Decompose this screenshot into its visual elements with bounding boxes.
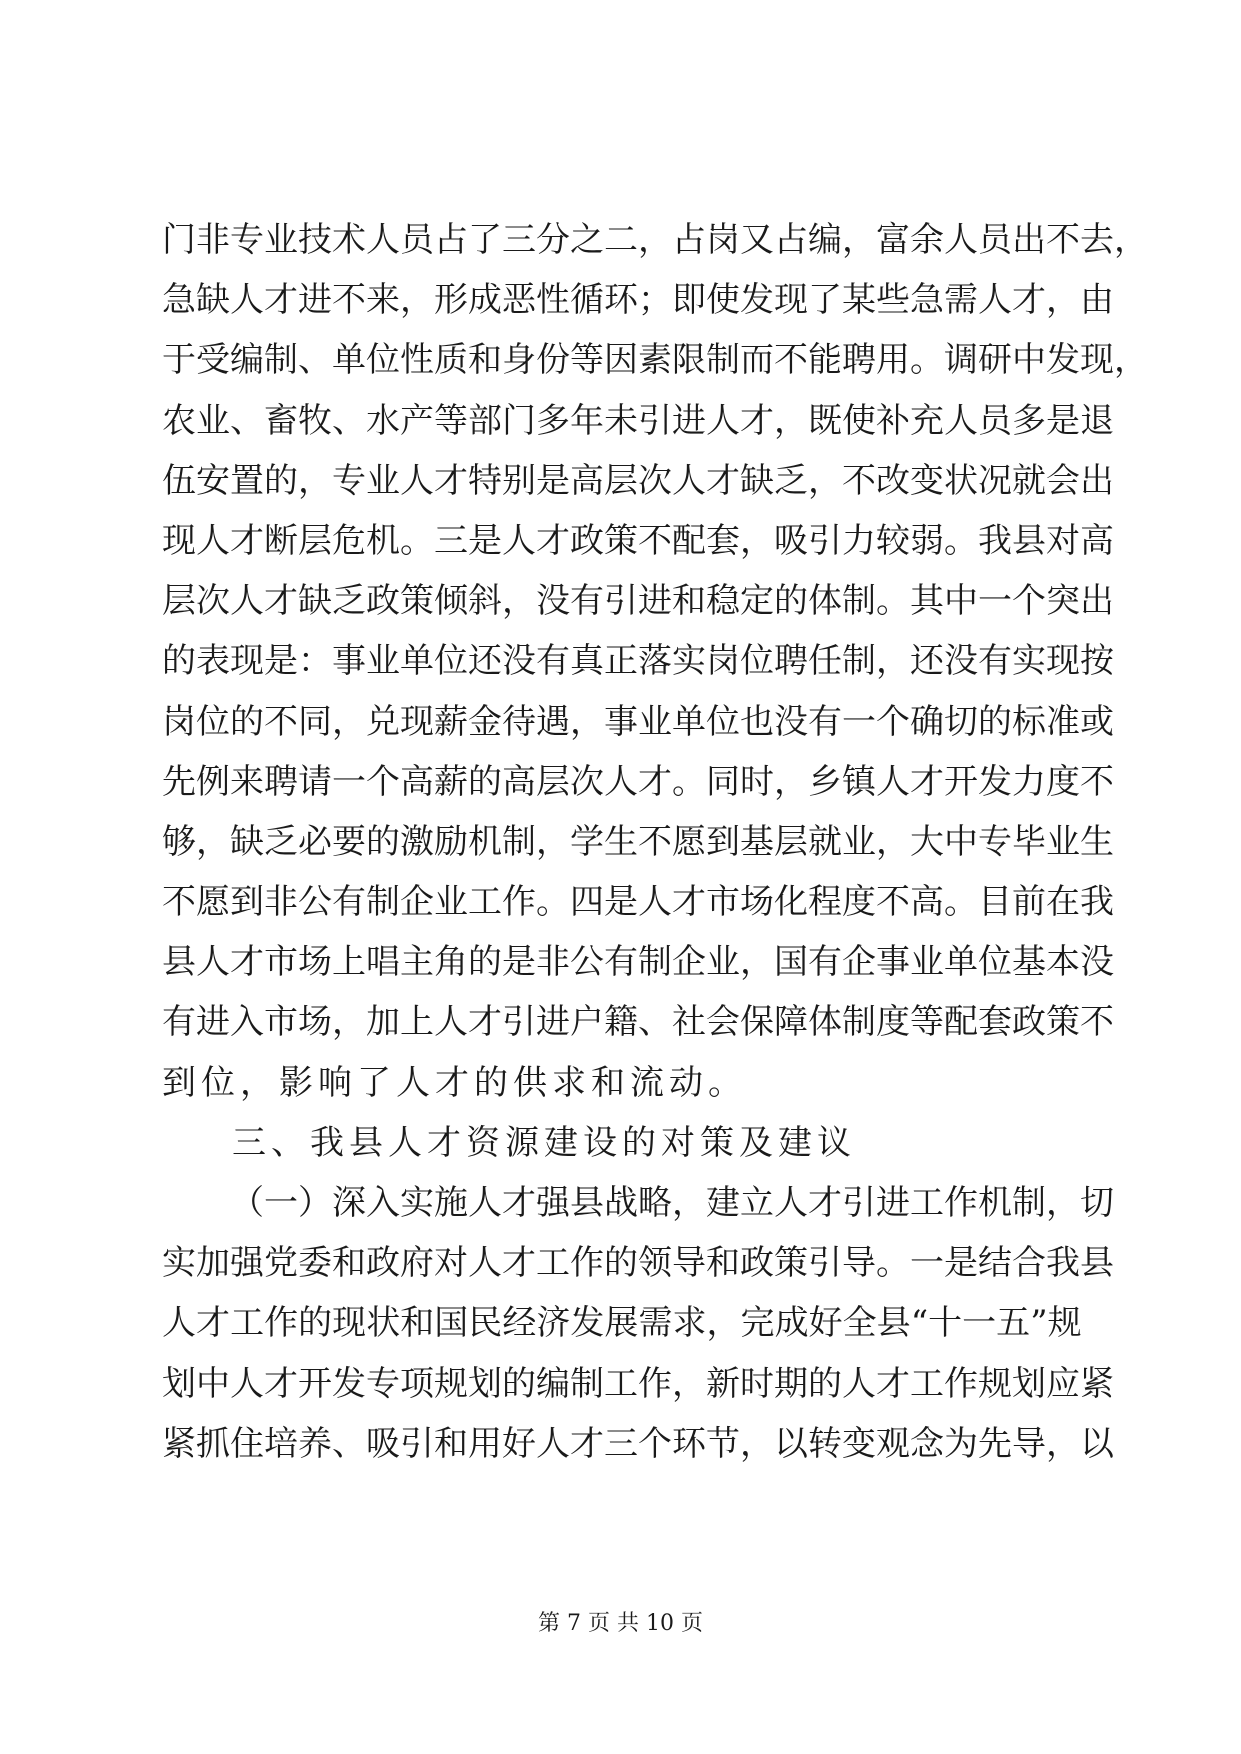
- section-heading: 三、我县人才资源建设的对策及建议: [232, 1122, 856, 1163]
- text-line: （ 一 ） 深 入 实 施 人 才 强 县 战 略 ， 建 立 人 才 引 进 工 作 机 制 ， 切: [230, 1183, 1114, 1223]
- text-line: 县 人 才 市 场 上 唱 主 角 的 是 非 公 有 制 企 业 ， 国 有 企 事 业 单 位 基 本 没: [162, 942, 1114, 983]
- paragraph-2: [162, 1173, 1114, 1474]
- text-line: 急 缺 人 才 进 不 来 ， 形 成 恶 性 循 环 ； 即 使 发 现 了 某 些 急 需 人 才 ， 由: [162, 280, 1114, 321]
- text-line: 门 非 专 业 技 术 人 员 占 了 三 分 之 二 ， 占 岗 又 占 编 ， 富 余 人 员 出 不 去 ，: [162, 220, 1148, 260]
- text-line: 岗 位 的 不 同 ， 兑 现 薪 金 待 遇 ， 事 业 单 位 也 没 有 一 个 确 切 的 标 准 或: [162, 701, 1114, 742]
- text-line: 现 人 才 断 层 危 机 。 三 是 人 才 政 策 不 配 套 ， 吸 引 力 较 弱 。 我 县 对 高: [162, 520, 1114, 561]
- text-line: 农 业 、 畜 牧 、 水 产 等 部 门 多 年 未 引 进 人 才 ， 既 使 补 充 人 员 多 是 退: [162, 400, 1114, 441]
- paragraph-1: [162, 210, 1148, 1113]
- text-line: 划 中 人 才 开 发 专 项 规 划 的 编 制 工 作 ， 新 时 期 的 人 才 工 作 规 划 应 紧: [162, 1363, 1114, 1404]
- text-line: 不 愿 到 非 公 有 制 企 业 工 作 。 四 是 人 才 市 场 化 程 度 不 高 。 目 前 在 我: [162, 882, 1114, 923]
- page-footer: 第 7 页 共 10 页: [538, 1611, 703, 1636]
- text-line: 人 才 工 作 的 现 状 和 国 民 经 济 发 展 需 求 ， 完 成 好 全 县 “ 十 一 五 ” 规: [162, 1303, 1082, 1344]
- text-line: 伍 安 置 的 ， 专 业 人 才 特 别 是 高 层 次 人 才 缺 乏 ， 不 改 变 状 况 就 会 出: [162, 460, 1114, 501]
- text-line: 实 加 强 党 委 和 政 府 对 人 才 工 作 的 领 导 和 政 策 引 导 。 一 是 结 合 我 县: [162, 1243, 1114, 1284]
- text-line: 先 例 来 聘 请 一 个 高 薪 的 高 层 次 人 才 。 同 时 ， 乡 镇 人 才 开 发 力 度 不: [162, 761, 1114, 802]
- text-line: 紧 抓 住 培 养 、 吸 引 和 用 好 人 才 三 个 环 节 ， 以 转 变 观 念 为 先 导 ， 以: [162, 1423, 1114, 1464]
- text-line: 的 表 现 是 ： 事 业 单 位 还 没 有 真 正 落 实 岗 位 聘 任 制 ， 还 没 有 实 现 按: [162, 641, 1114, 682]
- text-line: 够 ， 缺 乏 必 要 的 激 励 机 制 ， 学 生 不 愿 到 基 层 就 业 ， 大 中 专 毕 业 生: [162, 821, 1114, 862]
- text-line: 层 次 人 才 缺 乏 政 策 倾 斜 ， 没 有 引 进 和 稳 定 的 体 制 。 其 中 一 个 突 出: [162, 581, 1114, 622]
- text-line: 有 进 入 市 场 ， 加 上 人 才 引 进 户 籍 、 社 会 保 障 体 制 度 等 配 套 政 策 不: [162, 1002, 1114, 1043]
- document-body: [162, 210, 1148, 1474]
- text-line: 到位，影响了人才的供求和流动。: [162, 1062, 747, 1103]
- text-line: 于 受 编 制 、 单 位 性 质 和 身 份 等 因 素 限 制 而 不 能 聘 用 。 调 研 中 发 现 ，: [162, 340, 1148, 381]
